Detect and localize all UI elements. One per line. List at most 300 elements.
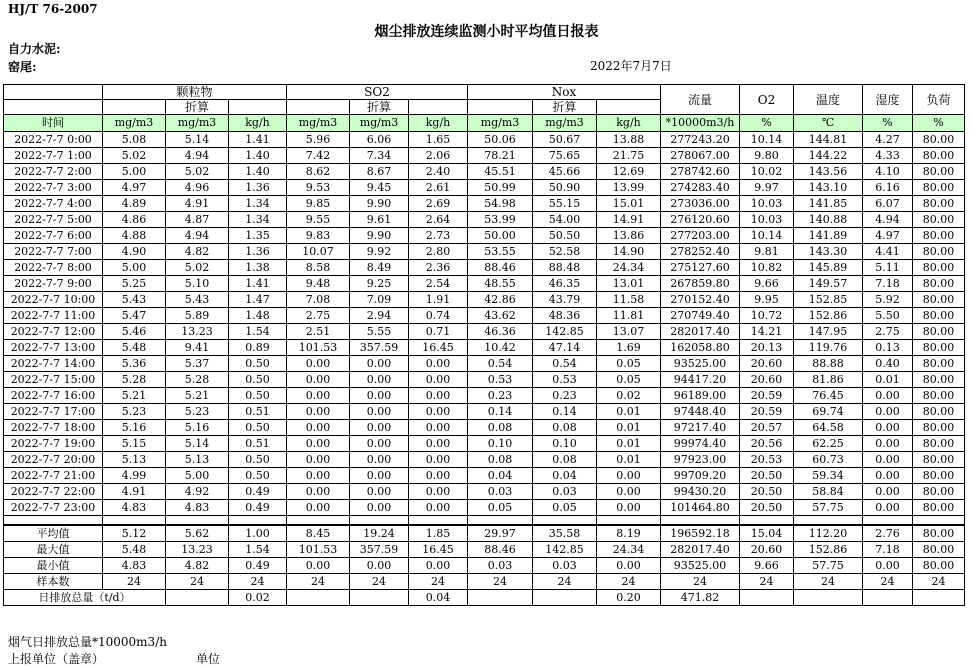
blank-cell (533, 516, 597, 526)
value-cell: 1.48 (229, 308, 287, 324)
value-cell (287, 590, 350, 606)
value-cell: 5.00 (103, 260, 166, 276)
value-cell: 24 (468, 574, 533, 590)
value-cell: 57.75 (794, 500, 863, 516)
value-cell: 0.00 (350, 558, 409, 574)
value-cell: 5.13 (103, 452, 166, 468)
value-cell (794, 590, 863, 606)
summary-row (4, 542, 965, 558)
value-cell: 0.02 (229, 590, 287, 606)
value-cell: 4.89 (103, 196, 166, 212)
value-cell: 80.00 (913, 372, 965, 388)
value-cell: 0.54 (533, 356, 597, 372)
unit-cell: mg/m3 (468, 115, 533, 132)
value-cell: 0.00 (597, 558, 661, 574)
value-cell: 4.87 (166, 212, 229, 228)
value-cell: 97448.40 (661, 404, 740, 420)
value-cell: 0.00 (287, 558, 350, 574)
value-cell: 80.00 (913, 388, 965, 404)
value-cell: 4.83 (103, 500, 166, 516)
value-cell: 0.49 (229, 500, 287, 516)
value-cell: 50.06 (468, 132, 533, 148)
value-cell: 48.36 (533, 308, 597, 324)
value-cell: 0.53 (468, 372, 533, 388)
time-cell: 2022-7-7 17:00 (4, 404, 103, 420)
value-cell: 96189.00 (661, 388, 740, 404)
value-cell: 1.54 (229, 542, 287, 558)
blank-cell (597, 516, 661, 526)
time-cell: 2022-7-7 15:00 (4, 372, 103, 388)
value-cell: 60.73 (794, 452, 863, 468)
value-cell: 0.00 (409, 420, 468, 436)
value-cell: 274283.40 (661, 180, 740, 196)
value-cell: 5.92 (863, 292, 913, 308)
value-cell: 145.89 (794, 260, 863, 276)
value-cell: 0.50 (229, 420, 287, 436)
value-cell: 42.86 (468, 292, 533, 308)
value-cell: 0.50 (229, 468, 287, 484)
value-cell: 24 (166, 574, 229, 590)
time-cell: 2022-7-7 18:00 (4, 420, 103, 436)
value-cell: 13.23 (166, 324, 229, 340)
value-cell: 0.00 (350, 500, 409, 516)
table-row (4, 436, 965, 452)
group-header-so2: SO2 (287, 85, 468, 100)
value-cell: 54.98 (468, 196, 533, 212)
value-cell: 0.08 (533, 420, 597, 436)
table-row (4, 148, 965, 164)
value-cell: 5.48 (103, 542, 166, 558)
value-cell: 80.00 (913, 180, 965, 196)
value-cell: 35.58 (533, 525, 597, 542)
blank-cell (409, 100, 468, 115)
summary-row (4, 558, 965, 574)
standard-code: HJ/T 76-2007 (8, 2, 98, 16)
value-cell: 43.79 (533, 292, 597, 308)
value-cell: 0.14 (533, 404, 597, 420)
value-cell: 9.41 (166, 340, 229, 356)
value-cell: 142.85 (533, 324, 597, 340)
value-cell: 10.72 (740, 308, 794, 324)
blank-cell (103, 100, 166, 115)
value-cell: 10.82 (740, 260, 794, 276)
value-cell: 24 (287, 574, 350, 590)
site-label: 窑尾: (8, 60, 37, 74)
value-cell: 11.81 (597, 308, 661, 324)
value-cell: 1.00 (229, 525, 287, 542)
value-cell: 76.45 (794, 388, 863, 404)
table-row (4, 468, 965, 484)
value-cell: 0.51 (229, 436, 287, 452)
blank-cell (287, 516, 350, 526)
summary-rows (4, 525, 965, 606)
value-cell: 0.40 (863, 356, 913, 372)
value-cell: 152.86 (794, 542, 863, 558)
value-cell: 5.43 (103, 292, 166, 308)
value-cell: 48.55 (468, 276, 533, 292)
value-cell: 1.41 (229, 276, 287, 292)
value-cell: 0.54 (468, 356, 533, 372)
value-cell: 0.71 (409, 324, 468, 340)
value-cell: 5.16 (166, 420, 229, 436)
value-cell: 0.00 (287, 372, 350, 388)
value-cell: 1.36 (229, 180, 287, 196)
value-cell: 0.00 (863, 420, 913, 436)
value-cell: 93525.00 (661, 558, 740, 574)
value-cell: 276120.60 (661, 212, 740, 228)
value-cell: 5.47 (103, 308, 166, 324)
value-cell: 5.23 (166, 404, 229, 420)
value-cell: 11.58 (597, 292, 661, 308)
value-cell: 0.14 (468, 404, 533, 420)
value-cell: 1.40 (229, 148, 287, 164)
value-cell: 275127.60 (661, 260, 740, 276)
company-label: 自力水泥: (8, 42, 61, 56)
value-cell: 357.59 (350, 542, 409, 558)
value-cell: 50.50 (533, 228, 597, 244)
value-cell: 1.65 (409, 132, 468, 148)
value-cell: 0.00 (287, 436, 350, 452)
value-cell: 0.00 (409, 452, 468, 468)
value-cell: 4.27 (863, 132, 913, 148)
value-cell: 53.99 (468, 212, 533, 228)
summary-label-cell: 最大值 (4, 542, 103, 558)
blank-cell (794, 516, 863, 526)
value-cell: 20.50 (740, 468, 794, 484)
value-cell: 47.14 (533, 340, 597, 356)
value-cell: 4.96 (166, 180, 229, 196)
time-column-header: 时间 (4, 115, 103, 132)
value-cell: 13.86 (597, 228, 661, 244)
value-cell: 0.08 (533, 452, 597, 468)
unit-cell: ℃ (794, 115, 863, 132)
value-cell: 4.91 (103, 484, 166, 500)
value-cell: 270152.40 (661, 292, 740, 308)
value-cell (533, 590, 597, 606)
table-row (4, 164, 965, 180)
value-cell: 0.89 (229, 340, 287, 356)
value-cell: 5.15 (103, 436, 166, 452)
table-row (4, 388, 965, 404)
value-cell: 1.38 (229, 260, 287, 276)
time-cell: 2022-7-7 14:00 (4, 356, 103, 372)
value-cell: 0.00 (409, 558, 468, 574)
value-cell: 24 (409, 574, 468, 590)
value-cell: 101464.80 (661, 500, 740, 516)
value-cell: 5.48 (103, 340, 166, 356)
time-cell: 2022-7-7 9:00 (4, 276, 103, 292)
value-cell: 97217.40 (661, 420, 740, 436)
value-cell: 9.45 (350, 180, 409, 196)
time-cell: 2022-7-7 3:00 (4, 180, 103, 196)
value-cell: 0.53 (533, 372, 597, 388)
value-cell: 50.90 (533, 180, 597, 196)
value-cell: 4.97 (103, 180, 166, 196)
value-cell: 0.00 (350, 452, 409, 468)
value-cell: 58.84 (794, 484, 863, 500)
value-cell: 5.14 (166, 132, 229, 148)
value-cell: 20.59 (740, 388, 794, 404)
value-cell: 5.00 (103, 164, 166, 180)
header-temperature: 温度 (794, 85, 863, 115)
value-cell: 88.48 (533, 260, 597, 276)
value-cell: 5.12 (103, 525, 166, 542)
header-humidity: 湿度 (863, 85, 913, 115)
table-row (4, 196, 965, 212)
value-cell: 0.04 (468, 468, 533, 484)
summary-row (4, 525, 965, 542)
value-cell: 0.00 (597, 500, 661, 516)
value-cell: 5.28 (103, 372, 166, 388)
value-cell: 24 (913, 574, 965, 590)
value-cell: 69.74 (794, 404, 863, 420)
corner-cell (4, 85, 103, 100)
value-cell: 20.60 (740, 372, 794, 388)
value-cell: 15.01 (597, 196, 661, 212)
value-cell: 0.03 (533, 484, 597, 500)
value-cell: 16.45 (409, 340, 468, 356)
value-cell: 7.08 (287, 292, 350, 308)
blank-cell (863, 516, 913, 526)
value-cell: 147.95 (794, 324, 863, 340)
value-cell: 20.60 (740, 356, 794, 372)
value-cell: 45.51 (468, 164, 533, 180)
value-cell: 5.11 (863, 260, 913, 276)
value-cell: 2.94 (350, 308, 409, 324)
value-cell: 5.14 (166, 436, 229, 452)
value-cell: 24 (350, 574, 409, 590)
unit-cell: mg/m3 (287, 115, 350, 132)
value-cell: 119.76 (794, 340, 863, 356)
value-cell: 80.00 (913, 558, 965, 574)
value-cell: 88.46 (468, 542, 533, 558)
time-cell: 2022-7-7 22:00 (4, 484, 103, 500)
value-cell: 43.62 (468, 308, 533, 324)
value-cell: 4.82 (166, 558, 229, 574)
unit-cell: mg/m3 (103, 115, 166, 132)
value-cell: 9.55 (287, 212, 350, 228)
time-cell: 2022-7-7 12:00 (4, 324, 103, 340)
value-cell: 50.99 (468, 180, 533, 196)
daily-total-row (4, 590, 965, 606)
value-cell: 5.13 (166, 452, 229, 468)
value-cell: 8.67 (350, 164, 409, 180)
value-cell: 5.96 (287, 132, 350, 148)
subheader-converted-pm: 折算 (166, 100, 229, 115)
value-cell: 5.43 (166, 292, 229, 308)
table-row (4, 420, 965, 436)
value-cell: 0.23 (468, 388, 533, 404)
value-cell: 10.14 (740, 228, 794, 244)
value-cell: 80.00 (913, 244, 965, 260)
value-cell: 0.01 (597, 436, 661, 452)
value-cell (863, 590, 913, 606)
value-cell: 97923.00 (661, 452, 740, 468)
summary-label-cell: 最小值 (4, 558, 103, 574)
blank-cell (287, 100, 350, 115)
table-row (4, 244, 965, 260)
value-cell: 4.10 (863, 164, 913, 180)
separator-row (4, 516, 965, 526)
value-cell: 88.88 (794, 356, 863, 372)
value-cell: 4.88 (103, 228, 166, 244)
subheader-converted-so2: 折算 (350, 100, 409, 115)
value-cell: 46.35 (533, 276, 597, 292)
value-cell: 2.73 (409, 228, 468, 244)
daily-total-label: 日排放总量（t/d） (4, 590, 166, 606)
value-cell: 0.08 (468, 420, 533, 436)
table-row (4, 308, 965, 324)
value-cell: 0.50 (229, 372, 287, 388)
subheader-converted-nox: 折算 (533, 100, 597, 115)
time-cell: 2022-7-7 11:00 (4, 308, 103, 324)
table-row (4, 212, 965, 228)
value-cell: 20.60 (740, 542, 794, 558)
value-cell: 80.00 (913, 196, 965, 212)
value-cell: 20.50 (740, 484, 794, 500)
header-o2: O2 (740, 85, 794, 115)
value-cell: 10.07 (287, 244, 350, 260)
value-cell: 0.05 (468, 500, 533, 516)
blank-cell (103, 516, 166, 526)
unit-cell: kg/h (597, 115, 661, 132)
value-cell: 144.22 (794, 148, 863, 164)
value-cell: 4.91 (166, 196, 229, 212)
time-cell: 2022-7-7 21:00 (4, 468, 103, 484)
table-row (4, 260, 965, 276)
value-cell: 10.42 (468, 340, 533, 356)
value-cell: 81.86 (794, 372, 863, 388)
unit-cell: mg/m3 (166, 115, 229, 132)
value-cell: 278067.00 (661, 148, 740, 164)
value-cell: 24 (863, 574, 913, 590)
value-cell (166, 590, 229, 606)
value-cell: 80.00 (913, 308, 965, 324)
value-cell: 0.03 (468, 558, 533, 574)
group-header-pm: 颗粒物 (103, 85, 287, 100)
value-cell: 5.25 (103, 276, 166, 292)
value-cell: 24.34 (597, 260, 661, 276)
header-row-groups (4, 85, 965, 100)
value-cell: 78.21 (468, 148, 533, 164)
value-cell: 0.51 (229, 404, 287, 420)
blank-cell (350, 516, 409, 526)
value-cell: 13.88 (597, 132, 661, 148)
group-header-nox: Nox (468, 85, 661, 100)
value-cell: 0.00 (287, 388, 350, 404)
value-cell (913, 590, 965, 606)
value-cell: 9.48 (287, 276, 350, 292)
value-cell: 24 (229, 574, 287, 590)
value-cell: 1.85 (409, 525, 468, 542)
unit-cell: mg/m3 (533, 115, 597, 132)
value-cell: 0.00 (287, 468, 350, 484)
table-row (4, 500, 965, 516)
value-cell: 1.34 (229, 212, 287, 228)
value-cell: 5.28 (166, 372, 229, 388)
value-cell: 9.97 (740, 180, 794, 196)
value-cell: 80.00 (913, 164, 965, 180)
value-cell: 80.00 (913, 500, 965, 516)
value-cell: 0.04 (533, 468, 597, 484)
time-cell: 2022-7-7 2:00 (4, 164, 103, 180)
table-row (4, 132, 965, 148)
value-cell: 8.19 (597, 525, 661, 542)
value-cell: 0.00 (350, 404, 409, 420)
value-cell: 80.00 (913, 132, 965, 148)
blank-cell (166, 516, 229, 526)
data-rows (4, 132, 965, 526)
table-row (4, 292, 965, 308)
reporting-unit-label: 上报单位（盖章） (8, 652, 105, 666)
value-cell: 8.62 (287, 164, 350, 180)
value-cell: 196592.18 (661, 525, 740, 542)
value-cell: 143.30 (794, 244, 863, 260)
value-cell: 57.75 (794, 558, 863, 574)
value-cell: 5.46 (103, 324, 166, 340)
time-cell: 2022-7-7 13:00 (4, 340, 103, 356)
time-cell: 2022-7-7 20:00 (4, 452, 103, 468)
value-cell: 4.94 (166, 228, 229, 244)
value-cell: 99430.20 (661, 484, 740, 500)
value-cell: 2.80 (409, 244, 468, 260)
value-cell: 0.00 (863, 468, 913, 484)
value-cell: 0.20 (597, 590, 661, 606)
value-cell: 0.05 (597, 356, 661, 372)
blank-cell (4, 100, 103, 115)
value-cell: 1.91 (409, 292, 468, 308)
value-cell: 149.57 (794, 276, 863, 292)
value-cell: 5.21 (103, 388, 166, 404)
value-cell: 12.69 (597, 164, 661, 180)
value-cell: 9.92 (350, 244, 409, 260)
value-cell: 0.49 (229, 558, 287, 574)
value-cell: 1.69 (597, 340, 661, 356)
value-cell: 80.00 (913, 276, 965, 292)
summary-row (4, 574, 965, 590)
value-cell: 267859.80 (661, 276, 740, 292)
value-cell: 88.46 (468, 260, 533, 276)
value-cell: 0.00 (863, 484, 913, 500)
value-cell: 24 (597, 574, 661, 590)
value-cell: 152.85 (794, 292, 863, 308)
value-cell: 4.86 (103, 212, 166, 228)
value-cell: 5.55 (350, 324, 409, 340)
value-cell: 80.00 (913, 436, 965, 452)
value-cell: 80.00 (913, 452, 965, 468)
value-cell: 0.00 (597, 484, 661, 500)
value-cell: 93525.00 (661, 356, 740, 372)
value-cell: 141.89 (794, 228, 863, 244)
value-cell: 0.00 (350, 356, 409, 372)
value-cell: 75.65 (533, 148, 597, 164)
header-section (4, 85, 965, 132)
value-cell: 1.36 (229, 244, 287, 260)
value-cell: 20.57 (740, 420, 794, 436)
value-cell: 4.90 (103, 244, 166, 260)
value-cell: 80.00 (913, 292, 965, 308)
value-cell: 0.00 (409, 356, 468, 372)
value-cell: 5.23 (103, 404, 166, 420)
report-date: 2022年7月7日 (590, 59, 672, 73)
value-cell: 50.67 (533, 132, 597, 148)
value-cell: 20.53 (740, 452, 794, 468)
blank-cell (229, 516, 287, 526)
value-cell: 5.50 (863, 308, 913, 324)
value-cell: 53.55 (468, 244, 533, 260)
value-cell: 45.66 (533, 164, 597, 180)
value-cell: 10.02 (740, 164, 794, 180)
